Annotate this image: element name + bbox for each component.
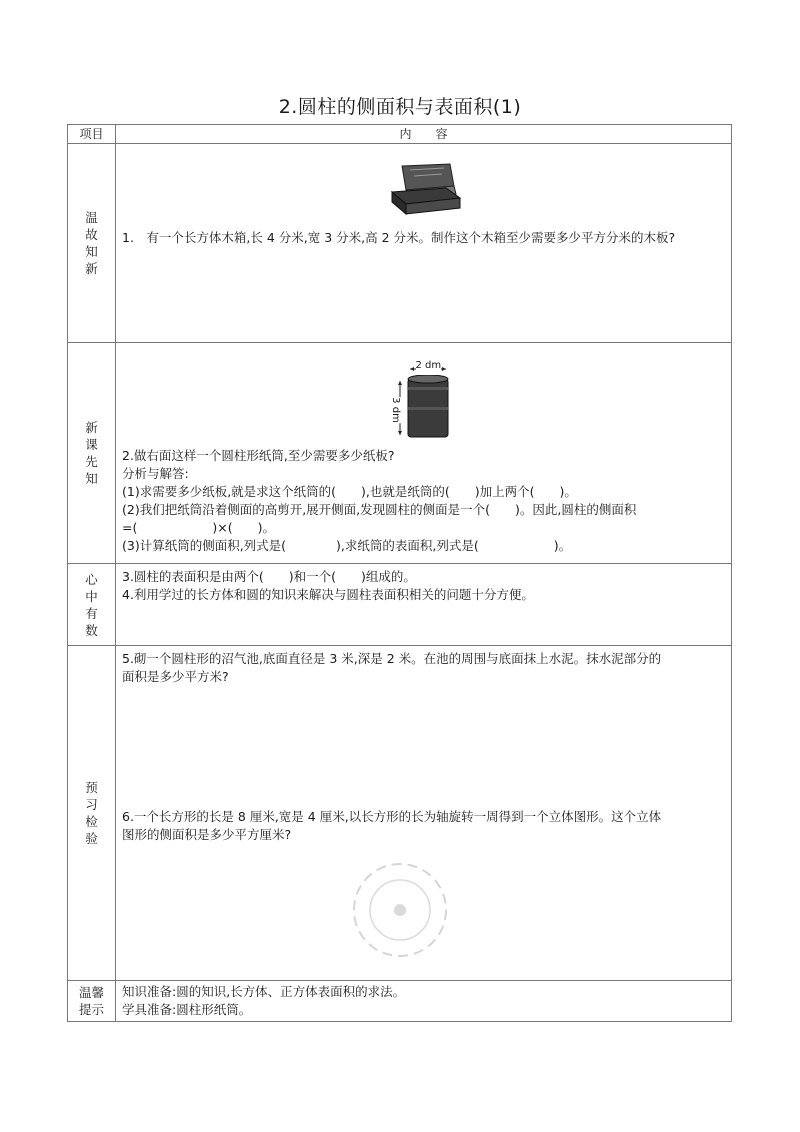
cylinder-figure: [122, 360, 725, 441]
question-6-line-1: 6.一个长方形的长是 8 厘米,宽是 4 厘米,以长方形的长为轴旋转一周得到一个立体图形。这个立体: [122, 809, 662, 824]
question-1: 1. 有一个长方体木箱,长 4 分米,宽 3 分米,高 2 分米。制作这个木箱至少需要多少平方分米的木板?: [122, 230, 676, 245]
question-6-line-2: 图形的侧面积是多少平方厘米?: [122, 827, 292, 842]
header-item: 项目: [68, 125, 116, 144]
page-title: 2.圆柱的侧面积与表面积(1): [278, 96, 522, 118]
answer-space-5: [122, 686, 725, 808]
section-new-lesson: [68, 343, 732, 564]
stamp-icon: [340, 850, 460, 970]
cylinder-diameter-label: 2 dm: [416, 357, 442, 375]
section-label-new-lesson: 新课先知: [85, 420, 98, 486]
question-2: 2.做右面这样一个圆柱形纸筒,至少需要多少纸板?: [122, 448, 395, 463]
question-5-line-1: 5.砌一个圆柱形的沼气池,底面直径是 3 米,深是 2 米。在池的周围与底面抹上水泥。抹水泥部分的: [122, 651, 662, 666]
section-label-mind: 心中有数: [85, 571, 98, 638]
section-label-check: 预习检验: [85, 780, 98, 846]
question-5-line-2: 面积是多少平方米?: [122, 669, 229, 684]
point-3: 3.圆柱的表面积是由两个( )和一个( )组成的。: [122, 569, 416, 584]
section-tips: [68, 981, 732, 1022]
section-label-tips-1: 温馨: [78, 985, 104, 1000]
tip-knowledge: 知识准备:圆的知识,长方体、正方体表面积的求法。: [122, 984, 406, 999]
tip-tools: 学具准备:圆柱形纸筒。: [122, 1002, 252, 1017]
point-4: 4.利用学过的长方体和圆的知识来解决与圆柱表面积相关的问题十分方便。: [122, 587, 534, 602]
analysis-label: 分析与解答:: [122, 466, 189, 481]
section-mind: [68, 564, 732, 646]
table-header-row: [68, 125, 732, 144]
step-3: (3)计算纸筒的侧面积,列式是( ),求纸筒的表面积,列式是( )。: [122, 538, 572, 553]
step-2a: (2)我们把纸筒沿着侧面的高剪开,展开侧面,发现圆柱的侧面是一个( )。因此,圆柱的侧面积: [122, 502, 637, 517]
section-label-tips-2: 提示: [78, 1002, 104, 1017]
section-review: [68, 144, 732, 343]
wooden-box-icon: [384, 162, 464, 218]
step-2b: =( )×( )。: [122, 520, 275, 535]
cylinder-height-label: 3 dm: [385, 397, 403, 423]
section-label-review: 温故知新: [85, 210, 98, 276]
step-1: (1)求需要多少纸板,就是求这个纸筒的( ),也就是纸筒的( )加上两个( )。: [122, 484, 577, 499]
header-content: 内 容: [116, 125, 732, 144]
wooden-box-image: [122, 162, 725, 223]
